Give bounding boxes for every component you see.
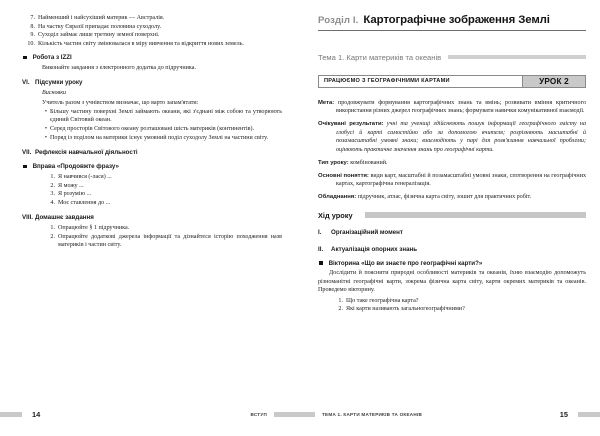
footer-caption: ТЕМА 1. КАРТИ МАТЕРИКІВ ТА ОКЕАНІВ xyxy=(322,412,423,417)
list-item-number: 8. xyxy=(30,23,35,30)
chapter-prefix: Розділ I. xyxy=(318,15,359,26)
lesson-meta-block xyxy=(318,99,586,202)
section-heading-vii xyxy=(22,148,282,157)
bullet-icon: • xyxy=(44,135,48,142)
theme-title: Тема 1. Карти материків та океанів xyxy=(318,52,442,62)
square-bullet-icon xyxy=(23,56,27,60)
list-item-text: Я навчився (-лася) ... xyxy=(58,173,112,180)
bullet-icon: • xyxy=(44,126,48,133)
footer-left xyxy=(0,410,300,419)
list-item xyxy=(22,14,282,22)
list-item xyxy=(42,173,282,181)
footer-decoration-bar xyxy=(300,412,315,418)
list-item xyxy=(22,23,282,31)
meta-expected-results-label: Очікувані результати: xyxy=(318,121,384,128)
meta-equipment-label: Обладнання: xyxy=(318,194,357,201)
quiz-paragraph: Дослідити й пояснити природні особливості материків та океанів, їхню взаємодію допоможуть різноманітні географічні карти, зокрема фізична карта світу, карти окремих материків та океанів. Проведемо вікторину. xyxy=(318,270,586,294)
quiz-questions xyxy=(318,297,586,314)
conclusions-lead: Учитель разом з учнівством визначає, що варто запам'ятати: xyxy=(42,99,199,106)
list-item-number: 1. xyxy=(338,297,343,304)
list-item-text: Найменший і найсухіший материк — Австралія. xyxy=(38,15,165,21)
meta-goal xyxy=(318,99,586,116)
chapter-divider xyxy=(318,30,586,31)
section-title: Домашнє завдання xyxy=(35,214,94,222)
chapter-heading xyxy=(318,14,586,26)
lesson-banner xyxy=(318,75,586,88)
section-heading-i xyxy=(318,228,586,237)
meta-lesson-type-label: Тип уроку: xyxy=(318,159,349,166)
footer-decoration-bar xyxy=(274,412,300,418)
list-item-text: Моє ставлення до ... xyxy=(58,200,111,207)
list-item xyxy=(330,305,586,313)
list-item-text: Опрацюйте § 1 підручника. xyxy=(58,225,130,232)
theme-heading xyxy=(318,53,586,62)
section-heading-vi xyxy=(22,78,282,87)
list-item-text: Серед просторів Світового океану розташовані шість материків (континентів). xyxy=(50,126,255,133)
lesson-banner-label-area xyxy=(319,76,522,87)
section-roman: I. xyxy=(318,228,322,236)
section-roman: II. xyxy=(318,245,324,253)
meta-equipment-text: підручник, атлас, фізична карта світу, зошит для практичних робіт. xyxy=(356,194,532,201)
list-item-text: Кількість частин світу змінювалася в міру вивчення та відкриття нових земель. xyxy=(38,41,244,48)
meta-lesson-type xyxy=(318,159,586,168)
page-number: 15 xyxy=(559,410,568,419)
list-item-number: 2. xyxy=(338,306,343,313)
list-item xyxy=(42,199,282,207)
footer-caption: ВСТУП xyxy=(250,412,267,417)
quiz-heading-label: Вікторина «Що ви знаєте про географічні карти?» xyxy=(328,259,483,267)
list-item xyxy=(42,125,282,133)
list-item-text: Поряд із поділом на материки існує умовний поділ суходолу Землі на частини світу. xyxy=(50,135,269,142)
list-item-text: Які карти називають загальногеографічними? xyxy=(346,306,465,313)
list-item-text: Я розумію ... xyxy=(58,191,92,198)
list-item xyxy=(42,108,282,125)
meta-key-concepts xyxy=(318,172,586,189)
list-item-text: Я можу ... xyxy=(58,182,84,189)
list-item-text: На частку Євразії припадає половина суходолу. xyxy=(38,23,162,30)
list-item-number: 10. xyxy=(27,41,35,48)
square-bullet-icon xyxy=(23,165,27,169)
meta-goal-label: Мета: xyxy=(318,99,335,106)
list-item-number: 1. xyxy=(50,225,55,232)
meta-key-concepts-text: види карт, масштабні й позамасштабні умовні знаки, спотворення на географічних картах, картографічна генералізація. xyxy=(336,172,587,188)
list-item xyxy=(42,182,282,190)
footer-decoration-bar xyxy=(578,412,600,418)
meta-equipment xyxy=(318,193,586,202)
list-item xyxy=(22,31,282,39)
list-item-number: 3. xyxy=(50,191,55,198)
list-item xyxy=(42,224,282,232)
izzi-heading xyxy=(22,53,282,62)
list-item xyxy=(42,134,282,142)
quiz-heading xyxy=(318,259,586,268)
meta-lesson-type-text: комбінований. xyxy=(348,159,388,166)
meta-expected-results xyxy=(318,120,586,154)
list-item xyxy=(42,190,282,198)
theme-decoration-bar xyxy=(448,55,586,59)
course-title: Хід уроку xyxy=(318,210,353,220)
chapter-title: Картографічне зображення Землі xyxy=(363,14,550,26)
course-decoration-bar xyxy=(365,212,586,218)
izzi-text: Виконайте завдання з електронного додатка до підручника. xyxy=(42,64,197,71)
list-item-text: Суходіл займає лише третину земної поверхні. xyxy=(38,32,160,39)
conclusions-bullets xyxy=(22,108,282,142)
list-item xyxy=(22,40,282,48)
list-item xyxy=(330,297,586,305)
list-item-number: 9. xyxy=(30,32,35,39)
list-item-text: Що таке географічна карта? xyxy=(346,297,419,304)
page-right xyxy=(300,0,600,436)
section-title: Рефлексія навчальної діяльності xyxy=(35,149,138,157)
section-heading-viii xyxy=(22,213,282,222)
list-item xyxy=(42,233,282,250)
list-item-number: 2. xyxy=(50,182,55,189)
homework-list xyxy=(22,224,282,249)
list-item-number: 2. xyxy=(50,234,55,240)
section-title: Підсумки уроку xyxy=(35,79,83,87)
list-item-text: Більшу частину поверхні Землі займають океани, які з'єднані між собою та утворюють єдиний Світовий океан. xyxy=(50,109,282,124)
footer-decoration-bar xyxy=(0,412,22,418)
lesson-course-heading xyxy=(318,211,586,220)
meta-expected-results-text: учні та учениці здійснюють пошук інформації географічного змісту на глобусі й карті самостійно або за допомогою вчителя; розрізняють масштабні й позамасштабні умовні знаки; взаємодіють у парі для розв'язання навчальної проблеми; оцінюють практичне значення знань про географічні карти. xyxy=(336,121,586,153)
section-roman: VI. xyxy=(22,79,30,87)
lesson-number-badge xyxy=(522,76,585,87)
lesson-number-label: УРОК 2 xyxy=(539,76,569,86)
section-title: Актуалізація опорних знань xyxy=(331,245,418,253)
list-item-text: Опрацюйте додаткові джерела інформації та дізнайтеся історію походження назв материків і частин світу. xyxy=(58,234,282,249)
numbered-statements-list xyxy=(22,14,282,48)
page-number: 14 xyxy=(32,410,41,419)
conclusions-subtitle: Висновки xyxy=(42,90,67,97)
list-item-number: 7. xyxy=(30,15,35,21)
exercise-heading xyxy=(22,162,282,171)
izzi-heading-label: Робота з IZZI xyxy=(32,54,72,62)
section-heading-ii xyxy=(318,245,586,254)
exercise-heading-label: Вправа «Продовжте фразу» xyxy=(32,163,119,171)
reflection-list xyxy=(22,173,282,207)
list-item-number: 1. xyxy=(50,173,55,180)
lesson-banner-label: ПРАЦЮЄМО З ГЕОГРАФІЧНИМИ КАРТАМИ xyxy=(324,78,450,85)
square-bullet-icon xyxy=(319,261,323,265)
meta-goal-text: продовжувати формування картографічних знань та вмінь; розвивати вміння критичного використання різних джерел географічних знань; формувати навички комунікативної взаємодії. xyxy=(334,99,586,115)
section-roman: VIII. xyxy=(22,214,34,222)
section-title: Організаційний момент xyxy=(331,228,403,236)
bullet-icon: • xyxy=(44,109,48,116)
meta-key-concepts-label: Основні поняття: xyxy=(318,172,369,179)
list-item-number: 4. xyxy=(50,200,55,207)
section-roman: VII. xyxy=(22,149,32,157)
footer-right xyxy=(300,410,600,419)
